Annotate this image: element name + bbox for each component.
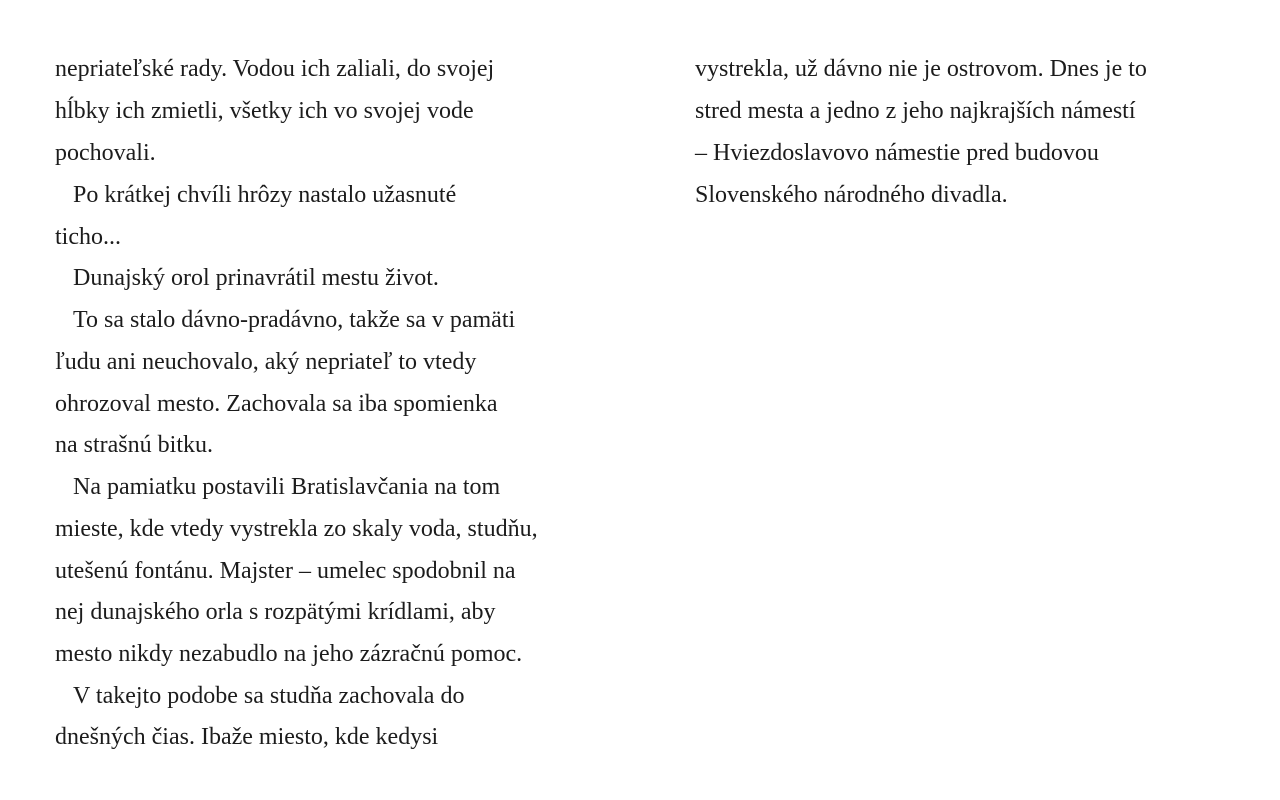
text-line: Po krátkej chvíli hrôzy nastalo užasnuté xyxy=(73,182,457,208)
text-line: ohrozoval mesto. Zachovala sa iba spomienka xyxy=(55,391,498,417)
text-line: stred mesta a jedno z jeho najkrajších námestí xyxy=(695,98,1136,124)
text-line: nepriateľské rady. Vodou ich zaliali, do svojej xyxy=(55,56,495,82)
text-line: pochovali. xyxy=(55,140,156,166)
text-line: utešenú fontánu. Majster – umelec spodobnil na xyxy=(55,558,516,584)
text-line: mesto nikdy nezabudlo na jeho zázračnú pomoc. xyxy=(55,641,523,667)
text-line: To sa stalo dávno-pradávno, takže sa v pamäti xyxy=(73,307,516,333)
text-line: hĺbky ich zmietli, všetky ich vo svojej vode xyxy=(55,98,474,124)
text-line: ticho... xyxy=(55,224,121,250)
right-page xyxy=(695,0,1255,800)
text-line: mieste, kde vtedy vystrekla zo skaly voda, studňu, xyxy=(55,516,538,542)
text-line: ľudu ani neuchovalo, aký nepriateľ to vtedy xyxy=(55,349,477,375)
text-line: Dunajský orol prinavrátil mestu život. xyxy=(73,265,439,291)
text-line: – Hviezdoslavovo námestie pred budovou xyxy=(695,140,1099,166)
text-line: Slovenského národného divadla. xyxy=(695,182,1008,208)
text-line: dnešných čias. Ibaže miesto, kde kedysi xyxy=(55,724,439,750)
text-line: V takejto podobe sa studňa zachovala do xyxy=(73,683,465,709)
text-line: vystrekla, už dávno nie je ostrovom. Dnes je to xyxy=(695,56,1147,82)
left-page xyxy=(55,0,615,800)
text-line: na strašnú bitku. xyxy=(55,432,213,458)
text-line: nej dunajského orla s rozpätými krídlami, aby xyxy=(55,599,496,625)
text-line: Na pamiatku postavili Bratislavčania na tom xyxy=(73,474,501,500)
